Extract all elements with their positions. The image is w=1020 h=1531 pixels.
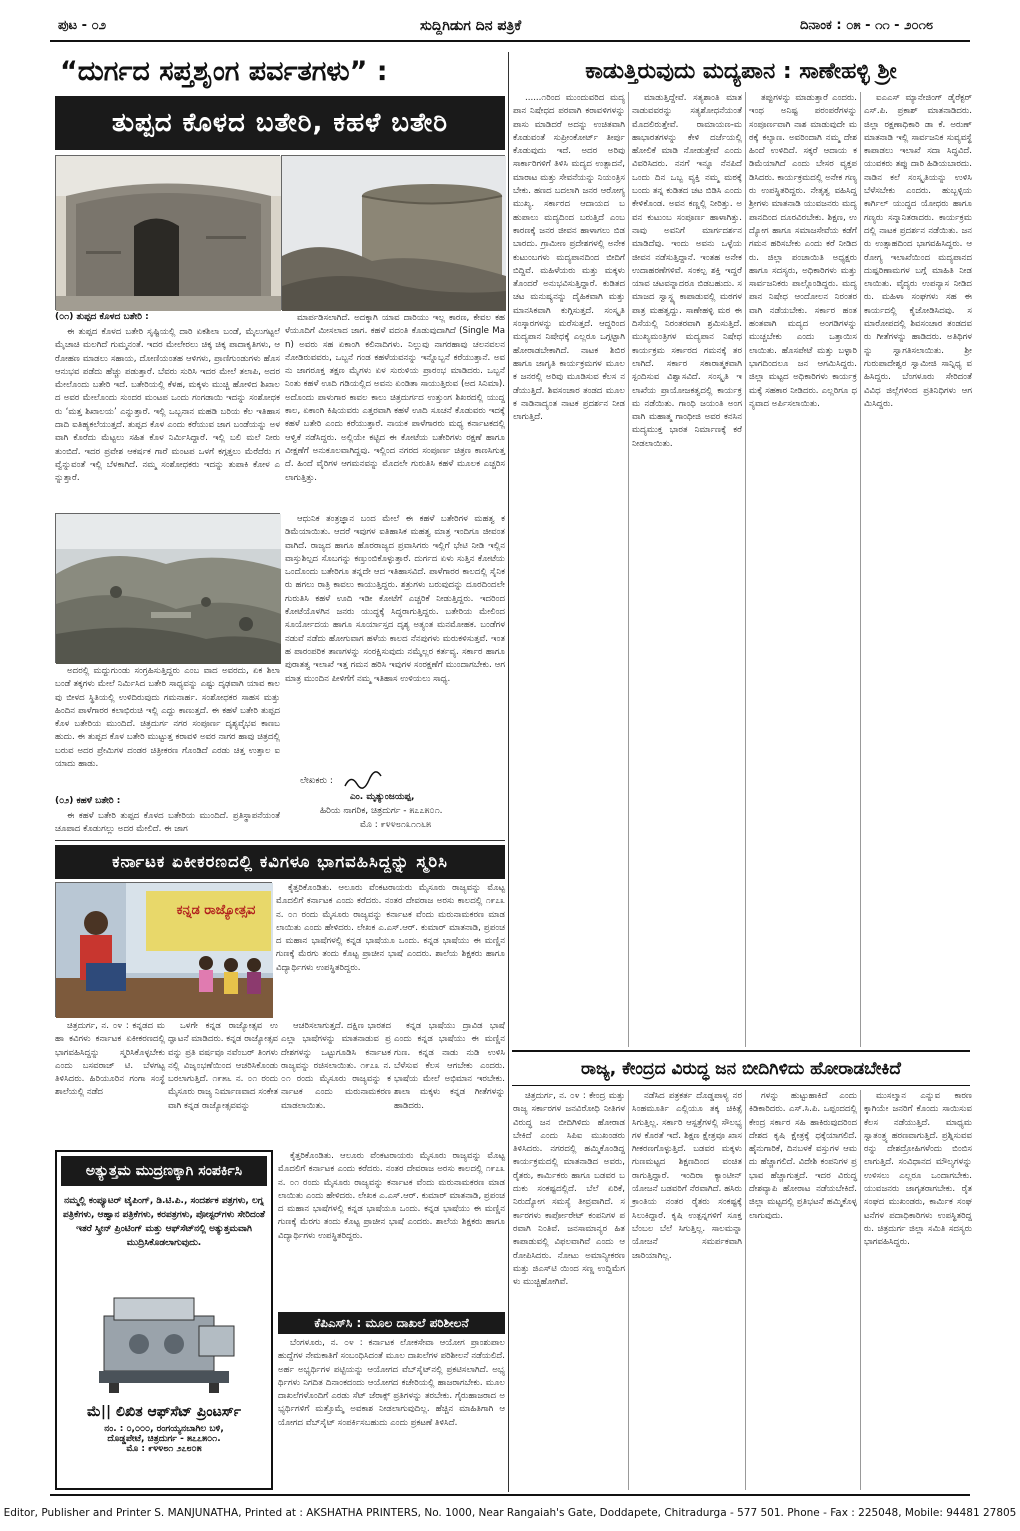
story4-column-1: [513, 1090, 625, 1490]
offset-printer-icon: [79, 1286, 249, 1396]
story1-column-b: [285, 312, 505, 512]
rocky-landscape-image: [56, 514, 281, 664]
story2-column-3: [749, 92, 857, 1047]
story1-column-c: [55, 665, 280, 795]
story3-paragraph: ಕನ್ನಡ ಭಾಷೆಯು ದ್ರಾವಿಡ ಭಾಷೆ ಎಂದು ಕನ್ನಡ ಭಾಷೆಯು ಈ ಮಣ್ಣಿನ ಗುಣ. ಕನ್ನಡ ನಾಡು ನುಡಿ ಉಳಿಸಿ ಬೆಳೆಸುವ ಕೆಲಸ ಆಗಬೇಕು ಎಂದರು. ಭಾಷೆಯ ಮೇಲೆ ಅಭಿಮಾನ ಇರಬೇಕು. ಶಾಲಾ ಮಕ್ಕಳು ಕನ್ನಡ ಗೀತೆಗಳನ್ನು ಹಾಡಿದರು.: [394, 1021, 505, 1111]
printing-advertisement: [55, 1150, 273, 1490]
story3-paragraph: ಒಳಗೇ ಕನ್ನಡ ರಾಜ್ಯೋತ್ಸವ ಉದ್ಘಾಟನೆ ಮಾಡಿದರು. ಕನ್ನಡ ರಾಜ್ಯೋತ್ಸವವನ್ನು ಪ್ರತಿ ವರ್ಷವೂ ನವೆಂಬರ್ ತಿಂಗಳು ನಲ್ಲಿ ವಿಜೃಂಭಣೆಯಿಂದ ಆಚರಿಸಿಕೊಂಡು ಬರಲಾಗುತ್ತಿದೆ. ೧೯೫೬ ನ. ೦೧ ರಂದು ಮೈಸೂರು ರಾಜ್ಯ ನಿರ್ಮಾಣವಾದ ಸಂಕೇತವಾಗಿ ಕನ್ನಡ ರಾಜ್ಯೋತ್ಸವವನ್ನು: [168, 1021, 278, 1111]
story4-paragraph: ಚಿತ್ರದುರ್ಗ, ನ. ೦೪ : ಕೇಂದ್ರ ಮತ್ತು ರಾಜ್ಯ ಸರ್ಕಾರಗಳ ಜನವಿರೋಧಿ ನೀತಿಗಳ ವಿರುದ್ಧ ಜನ ಬೀದಿಗಿಳಿದು ಹೋರಾಡಬೇಕಿದೆ ಎಂದು ಸಿಪಿಐ ಮುಖಂಡರು ತಿಳಿಸಿದರು. ನಗರದಲ್ಲಿ ಹಮ್ಮಿಕೊಂಡಿದ್ದ ಕಾರ್ಯಕ್ರಮದಲ್ಲಿ ಮಾತನಾಡಿದ ಅವರು, ರೈತರು, ಕಾರ್ಮಿಕರು ಹಾಗೂ ಬಡವರ ಬದುಕು ಸಂಕಷ್ಟದಲ್ಲಿದೆ. ಬೆಲೆ ಏರಿಕೆ, ನಿರುದ್ಯೋಗ ಸಮಸ್ಯೆ ತೀವ್ರವಾಗಿದೆ. ಸರ್ಕಾರಗಳು ಕಾರ್ಪೋರೇಟ್ ಕಂಪನಿಗಳ ಪರವಾಗಿ ನಿಂತಿವೆ. ಜನಸಾಮಾನ್ಯರ ಹಿತ ಕಾಪಾಡುವಲ್ಲಿ ವಿಫಲವಾಗಿವೆ ಎಂದು ಆರೋಪಿಸಿದರು. ನೋಟು ಅಮಾನ್ಯೀಕರಣ ಮತ್ತು ಜಿಎಸ್‌ಟಿ ಯಿಂದ ಸಣ್ಣ ಉದ್ದಿಮೆಗಳು ಮುಚ್ಚಿಹೋಗಿವೆ.: [513, 1091, 625, 1288]
newspaper-name: ಸುದ್ದಿಗಿಡುಗ ದಿನ ಪತ್ರಿಕೆ: [420, 18, 522, 34]
story1-subhead: ತುಪ್ಪದ ಕೊಳದ ಬತೇರಿ, ಕಹಳೆ ಬತೇರಿ: [55, 96, 505, 150]
story1-paragraph: ಈ ಕಹಳೆ ಬತೇರಿ ತುಪ್ಪದ ಕೊಳದ ಬತೇರಿಯ ಮುಂದಿದೆ. ಪ್ರತಿಸ್ಥಾಪನೆಯಂತೆ ಚೂಪಾದ ಕೊಡುಗಲ್ಲು ಅದರ ಮೇಲಿದೆ. ಈ ಜಾಗ: [55, 811, 280, 835]
story1-column-a: [55, 326, 280, 512]
rajyotsava-event-photo: [55, 882, 272, 1017]
story1-paragraph: ಆಧುನಿಕ ತಂತ್ರಜ್ಞಾನ ಬಂದ ಮೇಲೆ ಈ ಕಹಳೆ ಬತೇರಿಗಳ ಮಹತ್ವ ಕಡಿಮೆಯಾಯಿತು. ಆದರೆ ಇವುಗಳ ಐತಿಹಾಸಿಕ ಮಹತ್ವ ಮಾತ್ರ ಇಂದಿಗೂ ಜೀವಂತವಾಗಿದೆ. ರಾಜ್ಯದ ಹಾಗೂ ಹೊರರಾಜ್ಯದ ಪ್ರವಾಸಿಗರು ಇಲ್ಲಿಗೆ ಭೇಟಿ ನೀಡಿ ಇಲ್ಲಿನ ವಾಸ್ತುಶಿಲ್ಪದ ಸೊಬಗನ್ನು ಕಣ್ತುಂಬಿಕೊಳ್ಳುತ್ತಾರೆ. ದುರ್ಗದ ಏಳು ಸುತ್ತಿನ ಕೋಟೆಯ ಒಂದೊಂದು ಬತೇರಿಗೂ ತನ್ನದೇ ಆದ ಇತಿಹಾಸವಿದೆ. ಪಾಳೆಗಾರರ ಕಾಲದಲ್ಲಿ ಸೈನಿಕರು ಹಗಲು ರಾತ್ರಿ ಕಾವಲು ಕಾಯುತ್ತಿದ್ದರು. ಶತ್ರುಗಳು ಬರುವುದನ್ನು ದೂರದಿಂದಲೇ ಗುರುತಿಸಿ ಕಹಳೆ ಊದಿ ಇಡೀ ಕೋಟೆಗೆ ಎಚ್ಚರಿಕೆ ನೀಡುತ್ತಿದ್ದರು. ಇದರಿಂದ ಕೋಟೆಯೊಳಗಿನ ಜನರು ಯುದ್ಧಕ್ಕೆ ಸಿದ್ಧರಾಗುತ್ತಿದ್ದರು. ಬತೇರಿಯ ಮೇಲಿಂದ ಸೂರ್ಯೋದಯ ಹಾಗೂ ಸೂರ್ಯಾಸ್ತದ ದೃಶ್ಯ ಅತ್ಯಂತ ಮನಮೋಹಕ. ಬಂಡೆಗಳ ನಡುವೆ ನಡೆದು ಹೋಗುವಾಗ ಹಳೆಯ ಕಾಲದ ನೆನಪುಗಳು ಮರುಕಳಿಸುತ್ತವೆ. ಇಂತಹ ಪಾರಂಪರಿಕ ತಾಣಗಳನ್ನು ಸಂರಕ್ಷಿಸುವುದು ನಮ್ಮೆಲ್ಲರ ಕರ್ತವ್ಯ. ಸರ್ಕಾರ ಹಾಗೂ ಪುರಾತತ್ವ ಇಲಾಖೆ ಇತ್ತ ಗಮನ ಹರಿಸಿ ಇವುಗಳ ಸಂರಕ್ಷಣೆಗೆ ಮುಂದಾಗಬೇಕು. ಆಗ ಮಾತ್ರ ಮುಂದಿನ ಪೀಳಿಗೆಗೆ ನಮ್ಮ ಇತಿಹಾಸ ಉಳಿಯಲು ಸಾಧ್ಯ.: [285, 514, 505, 684]
story3-column-3: [281, 1020, 391, 1150]
ad-body: ನಮ್ಮಲ್ಲಿ ಕಂಪ್ಯೂಟರ್ ಟೈಪಿಂಗ್, ಡಿ.ಟಿ.ಪಿ., ಸಂದರ್ಶಕ ಪತ್ರಗಳು, ಲಗ್ನ ಪತ್ರಿಕೆಗಳು, ಆಹ್ವಾನ ಪತ್ರಿಕೆಗಳು, ಕರಪತ್ರಗಳು, ಪೋಸ್ಟರ್‌ಗಳು ಸೇರಿದಂತೆ ಇತರೆ ಸ್ಕ್ರೀನ್ ಪ್ರಿಂಟಿಂಗ್ ಮತ್ತು ಆಫ್‌ಸೆಟ್‌ನಲ್ಲಿ ಅತ್ಯುತ್ತಮವಾಗಿ ಮುದ್ರಿಸಿಕೊಡಲಾಗುವುದು.: [63, 1196, 265, 1248]
story2-paragraph: ಐಎಎಸ್ ಮ್ಯಾನೇಜಿಂಗ್ ಡೈರೆಕ್ಟರ್ ಎಸ್.ಪಿ. ಪ್ರಕಾಶ್ ಮಾತನಾಡಿದರು. ಜಿಲ್ಲಾ ರಕ್ಷಣಾಧಿಕಾರಿ ಡಾ ಕೆ. ಅರುಣ್ ಮಾತನಾಡಿ ಇಲ್ಲಿ ಸಾರ್ವಜನಿಕ ಸುವ್ಯವಸ್ಥೆ ಕಾಪಾಡಲು ಇಲಾಖೆ ಸದಾ ಸಿದ್ಧವಿದೆ. ಯುವಕರು ತಪ್ಪು ದಾರಿ ಹಿಡಿಯಬಾರದು. ನಾಡಿನ ಕಲೆ ಸಂಸ್ಕೃತಿಯನ್ನು ಉಳಿಸಿ ಬೆಳೆಸಬೇಕು ಎಂದರು. ಹುಬ್ಬಳ್ಳಿಯ ಕಾರ್ಗಿಲ್ ಯುದ್ಧದ ಯೋಧರು ಹಾಗೂ ಗಣ್ಯರು ಸನ್ಮಾನಿತರಾದರು. ಕಾರ್ಯಕ್ರಮದಲ್ಲಿ ನಾಟಕ ಪ್ರದರ್ಶನ ನಡೆಯಿತು. ಜನರು ಉತ್ಸಾಹದಿಂದ ಭಾಗವಹಿಸಿದ್ದರು. ಆರೋಗ್ಯ ಇಲಾಖೆಯಿಂದ ಮದ್ಯಪಾನದ ದುಷ್ಪರಿಣಾಮಗಳ ಬಗ್ಗೆ ಮಾಹಿತಿ ನೀಡಲಾಯಿತು. ವೈದ್ಯರು ಉಪನ್ಯಾಸ ನೀಡಿದರು. ಮಹಿಳಾ ಸಂಘಗಳು ಸಹ ಈ ಕಾರ್ಯದಲ್ಲಿ ಕೈಜೋಡಿಸಿದವು. ಸಮಾರೋಪದಲ್ಲಿ ಶಿವಸಂಚಾರ ತಂಡದವರು ಗೀತೆಗಳನ್ನು ಹಾಡಿದರು. ಅತಿಥಿಗಳನ್ನು ಸ್ವಾಗತಿಸಲಾಯಿತು. ಶ್ರೀ ಗುರುಪಾದೇಶ್ವರ ಸ್ವಾಮೀಜಿ ಸಾನ್ನಿಧ್ಯ ವಹಿಸಿದ್ದರು. ಬೆಂಗಳೂರು ಸೇರಿದಂತೆ ವಿವಿಧ ಜಿಲ್ಲೆಗಳಿಂದ ಪ್ರತಿನಿಧಿಗಳು ಆಗಮಿಸಿದ್ದರು.: [864, 93, 972, 409]
story5-body: [278, 1337, 505, 1489]
ad-title: ಅತ್ಯುತ್ತಮ ಮುದ್ರಣಕ್ಕಾಗಿ ಸಂಪರ್ಕಿಸಿ: [61, 1156, 267, 1186]
story3-column-1: [55, 1020, 165, 1150]
column-rule: [745, 92, 746, 1047]
story1-headline: “ದುರ್ಗದ ಸಪ್ತಶೃಂಗ ಪರ್ವತಗಳು” :: [60, 56, 388, 87]
round-bastion-photo: [281, 155, 505, 310]
author-block: [300, 772, 505, 838]
story2-paragraph: ಮಾಡುತ್ತಿದ್ದೇವೆ. ಸತ್ಯಶಾಂತಿ ಮಾತ ನಾಡುವವರನ್ನು ಸತ್ಯಶೋಧನೆಯಂತೆ ಮೊದಲಿರುತ್ತೇವೆ. ರಾಮಾಯಣ-ಮಹಾಭಾರತಗಳನ್ನು ಕೇಳಿ ದರ್ಜೆಯಲ್ಲಿ ಹೋಲಿಕೆ ಮಾಡಿ ನೋಡುತ್ತೇವೆ ಎಂದು ವಿವರಿಸಿದರು. ನನಗೆ ಇನ್ನೂ ನೆನಪಿದೆ ಒಂದು ದಿನ ಒಬ್ಬ ವ್ಯಕ್ತಿ ನಮ್ಮ ಮಠಕ್ಕೆ ಬಂದು ತನ್ನ ಕುಡಿತದ ಚಟ ಬಿಡಿಸಿ ಎಂದು ಕೇಳಿಕೊಂಡ. ಅವನ ಕಣ್ಣಲ್ಲಿ ನೀರಿತ್ತು. ಅವನ ಕುಟುಂಬ ಸಂಪೂರ್ಣ ಹಾಳಾಗಿತ್ತು. ನಾವು ಅವನಿಗೆ ಮಾರ್ಗದರ್ಶನ ಮಾಡಿದೆವು. ಇಂದು ಅವನು ಒಳ್ಳೆಯ ಜೀವನ ನಡೆಸುತ್ತಿದ್ದಾನೆ. ಇಂತಹ ಅನೇಕ ಉದಾಹರಣೆಗಳಿವೆ. ಸಂಕಲ್ಪ ಶಕ್ತಿ ಇದ್ದರೆ ಯಾವ ಚಟವನ್ನಾದರೂ ಬಿಡಬಹುದು. ಸಮಾಜದ ಸ್ವಾಸ್ಥ್ಯ ಕಾಪಾಡುವಲ್ಲಿ ಮಠಗಳ ಪಾತ್ರ ಮಹತ್ವದ್ದು. ಸಾಣೇಹಳ್ಳಿ ಮಠ ಈ ದಿಸೆಯಲ್ಲಿ ನಿರಂತರವಾಗಿ ಶ್ರಮಿಸುತ್ತಿದೆ. ಮುಖ್ಯಮಂತ್ರಿಗಳ ಮದ್ಯಪಾನ ನಿಷೇಧ ಕಾರ್ಯಕ್ರಮ ಸರ್ಕಾರದ ಗಮನಕ್ಕೆ ತರಲಾಗಿದೆ. ಸರ್ಕಾರ ಸಕಾರಾತ್ಮಕವಾಗಿ ಸ್ಪಂದಿಸುವ ವಿಶ್ವಾಸವಿದೆ. ಸಂಸ್ಕೃತಿ ಇಲಾಖೆಯ ಪ್ರಾಯೋಜಕತ್ವದಲ್ಲಿ ಕಾರ್ಯಕ್ರಮ ನಡೆಯಿತು. ಗಾಂಧಿ ಜಯಂತಿ ಅಂಗವಾಗಿ ಮಹಾತ್ಮ ಗಾಂಧೀಜಿ ಅವರ ಕನಸಿನ ಮದ್ಯಮುಕ್ತ ಭಾರತ ನಿರ್ಮಾಣಕ್ಕೆ ಕರೆ ನೀಡಲಾಯಿತು.: [632, 93, 742, 449]
story3-paragraph: ಆಚರಿಸಲಾಗುತ್ತದೆ. ದಕ್ಷಿಣ ಭಾರತದ ಎಲ್ಲಾ ಭಾಷೆಗಳನ್ನು ಮಾತನಾಡುವ ಪ್ರದೇಶಗಳನ್ನು ಒಟ್ಟುಗೂಡಿಸಿ ಕರ್ನಾಟಕ ರಾಜ್ಯವನ್ನು ರಚಿಸಲಾಯಿತು. ೧೯೭೩ ನ. ೦೧ ರಂದು ಮೈಸೂರು ರಾಜ್ಯವನ್ನು ಕರ್ನಾಟಕ ಎಂದು ಮರುನಾಮಕರಣ ಮಾಡಲಾಯಿತು.: [281, 1021, 391, 1111]
story3-headline: ಕರ್ನಾಟಕ ಏಕೀಕರಣದಲ್ಲಿ ಕವಿಗಳೂ ಭಾಗವಹಿಸಿದ್ದನ್ನು ಸ್ಮರಿಸಿ: [55, 845, 505, 879]
story2-column-2: [632, 92, 742, 1047]
signature-icon: [343, 772, 383, 790]
author-name: ಎಂ. ಮೃತ್ಯುಂಜಯಪ್ಪ,: [350, 792, 415, 802]
story3-paragraph: ಕೈತ್ತರಿಕೊಂಡಿತು. ಆಲೂರು ವೆಂಕಟರಾಯರು ಮೈಸೂರು ರಾಜ್ಯವನ್ನು ಮೊಟ್ಟ ಮೊದಲಿಗೆ ಕರ್ನಾಟಕ ಎಂದು ಕರೆದರು. ನಂತರ ದೇವರಾಜ ಅರಸು ಕಾಲದಲ್ಲಿ ೧೯೭೩ ನ. ೦೧ ರಂದು ಮೈಸೂರು ರಾಜ್ಯವನ್ನು ಕರ್ನಾಟಕ ವೆಂದು ಮರುನಾಮಕರಣ ಮಾಡಲಾಯಿತು ಎಂದು ಹೇಳಿದರು. ಲೇಖಕ ಎ.ಎಸ್.ಆರ್. ಕುಮಾರ್ ಮಾತನಾಡಿ, ಪ್ರಪಂಚದ ಮಹಾನ ಭಾಷೆಗಳಲ್ಲಿ ಕನ್ನಡ ಭಾಷೆಯೂ ಒಂದು. ಕನ್ನಡ ಭಾಷೆಯು ಈ ಮಣ್ಣಿನ ಗುಣಕ್ಕೆ ಮೆರಗು ತಂದು ಕೊಟ್ಟ ಪ್ರಾಚೀನ ಭಾಷೆ ಎಂದರು. ಶಾಲೆಯ ಶಿಕ್ಷಕರು ಹಾಗೂ ವಿದ್ಯಾರ್ಥಿಗಳು ಉಪಸ್ಥಿತರಿದ್ದರು.: [276, 883, 505, 973]
story1-paragraph: ಈ ತುಪ್ಪದ ಕೊಳದ ಬತೇರಿ ಸೃಷ್ಟಿಯಲ್ಲಿ ದಾರಿ ಏಕಶಿಲಾ ಬಂಡೆ, ಮೈಲುಗಟ್ಟಲೆ ಮೈಚಾಚಿ ಮಲಗಿದೆ ಗುಮ್ಮನಂತೆ. ಇದರ ಮೇಲೇರಲು ಚಿಕ್ಕ ಚಿಕ್ಕ ಪಾದಾಕೃತಿಗಳು, ಆರೋಹಣ ಮಾಡಲು ಸಹಾಯ, ದೋಣಿಯಂತಹ ಆಳಿಗಳು, ಪ್ರಾಣಿಗುಂಡುಗಳು ಹೊಸ ಆನುಭವ ಪಡೆದು ಹೆಚ್ಚು ಪಡುತ್ತಾರೆ. ಬೆವರು ಸುರಿಸಿ ಇದರ ಮೇಲೆ ತಲಾಪಿ, ಅದರ ಮೇಲೊಂದು ಬತೇರಿ ಇದೆ. ಬತೇರಿಯಲ್ಲಿ ಕೆಳಹ, ಮಕ್ಕಳು ಮುಚ್ಚಿ ಹೋಳಿದ ಶಿಖಾಲದ ಅವರ ಮೇಲೊಂದು ಸುಂದರ ಮಂಟಪ ಒಂದು ಗಂಗಡಾಯಿ ಇದನ್ನು ಸಂಶೋಧಕರು ‘ಮತ್ತ ಶಿಖಾಲಯ’ ಎನ್ನುತ್ತಾರೆ. ಇಲ್ಲಿ ಒಬ್ಬನಾನ ಮಹಡಿ ಬರಿಯ ಕೆಲ ಇತಿಹಾಸ ದಾದಿ ಐತಿಹ್ಯಕಲೆಯುತ್ತದೆ. ತುಪ್ಪದ ಕೊಳ ಎಂದು ಕರೆಯುವ ಜಾಗ ಬಂಡೆಯನ್ನು ಅಳವಾಗಿ ಕೊರೆದು ಮೆಟ್ಟಲು ಸಹಿತ ಕೊಳ ನಿರ್ಮಿಸಿದ್ದಾರೆ. ಇಲ್ಲಿ ಬಲಿ ಮಲೆ ನೀರು ತುಂಬಿದೆ. ಇದರ ಪ್ರವೇಶ ಆಕರ್ಷಕ ಗಾರೆ ಮಂಟಪ ಒಳಗೆ ಕಗ್ಗತ್ತಲು ಮೆರೆದೆರು ಗವ್ವೆನ್ನುವಂತೆ ಇಲ್ಲಿ ಬೆಳಕಾಗಿದೆ. ನಮ್ಮ ಸಂಶೋಧಕರು ಇದನ್ನು ತುಪಾಕಿ ಕೋಳ ಎನ್ನುತ್ತಾರೆ.: [55, 327, 280, 484]
photo2-caption: (೦೨) ಕಹಳೆ ಬತೇರಿ :: [55, 796, 121, 806]
story1-column-c2: [55, 810, 280, 838]
author-phone: ಮೊ : ೯೪೪೮೧೩೧೧೬೫: [360, 820, 432, 830]
story4-column-2: [632, 1090, 742, 1490]
story2-headline: ಕಾಡುತ್ತಿರುವುದು ಮದ್ಯಪಾನ : ಸಾಣೇಹಳ್ಳಿ ಶ್ರೀ: [585, 59, 897, 84]
section-divider: [55, 840, 505, 841]
story3-paragraph: ಚಿತ್ರದುರ್ಗ, ನ. ೦೪ : ಕನ್ನಡದ ಮಹಾ ಕವಿಗಳು ಕರ್ನಾಟಕ ಏಕೀಕರಣದಲ್ಲಿ ಭಾಗವಹಿಸಿದ್ದನ್ನು ಸ್ಮರಿಸಿಕೊಳ್ಳಬೇಕು ಎಂದು ಬಸವರಾಜ್ ಟಿ. ಬೆಳಗಟ್ಟ ತಿಳಿಸಿದರು. ಹಿರಿಯೂರಿನ ಗಂಗಾ ಸಂಸ್ಥೆ ಶಾಲೆಯಲ್ಲಿ ನಡೆದ: [55, 1021, 165, 1098]
page-number: ಪುಟ - ೦೨: [58, 18, 107, 33]
story3-column-4: [394, 1020, 505, 1150]
story4-column-4: [864, 1090, 972, 1490]
story5-headline: ಕೆಪಿಎಸ್‌ಸಿ : ಮೂಲ ದಾಖಲೆ ಪರಿಶೀಲನೆ: [278, 1312, 505, 1334]
story3-paragraph: ಕೈತ್ತರಿಕೊಂಡಿತು. ಆಲೂರು ವೆಂಕಟರಾಯರು ಮೈಸೂರು ರಾಜ್ಯವನ್ನು ಮೊಟ್ಟ ಮೊದಲಿಗೆ ಕರ್ನಾಟಕ ಎಂದು ಕರೆದರು. ನಂತರ ದೇವರಾಜ ಅರಸು ಕಾಲದಲ್ಲಿ ೧೯೭೩ ನ. ೦೧ ರಂದು ಮೈಸೂರು ರಾಜ್ಯವನ್ನು ಕರ್ನಾಟಕ ವೆಂದು ಮರುನಾಮಕರಣ ಮಾಡಲಾಯಿತು ಎಂದು ಹೇಳಿದರು. ಲೇಖಕ ಎ.ಎಸ್.ಆರ್. ಕುಮಾರ್ ಮಾತನಾಡಿ, ಪ್ರಪಂಚದ ಮಹಾನ ಭಾಷೆಗಳಲ್ಲಿ ಕನ್ನಡ ಭಾಷೆಯೂ ಒಂದು. ಕನ್ನಡ ಭಾಷೆಯು ಈ ಮಣ್ಣಿನ ಗುಣಕ್ಕೆ ಮೆರಗು ತಂದು ಕೊಟ್ಟ ಪ್ರಾಚೀನ ಭಾಷೆ ಎಂದರು. ಶಾಲೆಯ ಶಿಕ್ಷಕರು ಹಾಗೂ ವಿದ್ಯಾರ್ಥಿಗಳು ಉಪಸ್ಥಿತರಿದ್ದರು.: [278, 1151, 505, 1241]
issue-date: ದಿನಾಂಕ : ೦೫ - ೧೧ - ೨೦೧೮: [800, 18, 934, 33]
story4-paragraph: ಗಳನ್ನು ಹುಟ್ಟುಹಾಕಿದೆ ಎಂದು ಕಿಡಿಕಾರಿದರು. ಎಸ್.ಸಿ.ಪಿ. ಒಪ್ಪಂದದಲ್ಲಿ ಕೇಂದ್ರ ಸರ್ಕಾರ ಸಹಿ ಹಾಕಿರುವುದರಿಂದ ದೇಶದ ಕೃಷಿ ಕ್ಷೇತ್ರಕ್ಕೆ ಧಕ್ಕೆಯಾಗಲಿದೆ. ಹೈನುಗಾರಿಕೆ, ದಿನಬಳಕೆ ವಸ್ತುಗಳ ಆಮದು ಹೆಚ್ಚಾಗಲಿದೆ. ವಿದೇಶಿ ಕಂಪನಿಗಳ ಪ್ರಭಾವ ಹೆಚ್ಚಾಗುತ್ತದೆ. ಇದರ ವಿರುದ್ಧ ದೇಶವ್ಯಾಪಿ ಹೋರಾಟ ನಡೆಯಬೇಕಿದೆ. ಜಿಲ್ಲಾ ಮಟ್ಟದಲ್ಲಿ ಪ್ರತಿಭಟನೆ ಹಮ್ಮಿಕೊಳ್ಳಲಾಗುವುದು.: [749, 1091, 857, 1221]
story1-paragraph: ಮಾರ್ಪಡಿಸಲಾಗಿದೆ. ಅದಕ್ಕಾಗಿ ಯಾವ ದಾರಿಯು ಇಲ್ಲ ಕಾರಣ, ಕೇವಲ ಕಹಳೆಯೂದಿಗೆ ಮೀಸಲಾದ ಜಾಗ. ಕಹಳೆ ವದಂತಿ ಕೊಡುವುದಾಗಿದೆ (Single Man) ಅವರು ಸಹ ಏಕಾಂಗಿ ಕಲಿನಾದಿಗಳು. ನಿಲ್ಲುವು ನಾಗರಹಾವು ಚಲನವಲನ ನೋಡಿರುವವರು, ಒಬ್ಬನೆ ಗಂಡ ಕಹಳೆಯವನನ್ನು ಇನ್ನೊಬ್ಬನೆ ಕರೆಯುತ್ತಾನೆ. ಅವನು ಜಾಗರೂಕ್ತ ತಕ್ಷಣ ಮೈಗಳು ಏಳ ಸುರುಳಿಯ ಪ್ರಾರಂಭ ಮಾಡಿದರು. ಒಬ್ಬನೆ ನಿಂತು ಕಹಳೆ ಊದಿ ಗಡಿಯಲ್ಲಿದ ಅವನು ಏಂಡಿತಾ ಸಾಯುತ್ತಿರುವ (ಅದ ಸಿನಿಮಾ). ಅದೊಂದು ಪಾಳುಗಾರ ಕಾವಲ ಕಾಲು ಚಿತ್ರದುರ್ಗದ ಉತ್ತುಂಗ ಶಿಖರದಲ್ಲಿ ಯುದ್ದಕಾಲ, ಏಕಾಂಗಿ ಕಿಷಿಯವರು ಎತ್ತರವಾಗಿ ಕಹಳೆ ಊದಿ ಸೂಚನೆ ಕೊಡುವರು ಇದಕ್ಕೆ ಕಹಳೆ ಬತೇರಿ ಎಂದು ಕರೆಯುತ್ತಾರೆ. ನಾಯಕ ಪಾಳೆಗಾರರು ಮಧ್ಯ ಕರ್ನಾಟಕದಲ್ಲಿ ಆಳ್ವಿಕೆ ನಡೆಸಿದ್ದರು. ಅಲ್ಲಿಯೇ ಕಟ್ಟಿದ ಈ ಕೋಟೆಯ ಬತೇರಿಗಳು ರಕ್ಷಣೆ ಹಾಗೂ ವೀಕ್ಷಣೆಗೆ ಅನುಕೂಲವಾಗಿದ್ದವು. ಇಲ್ಲಿಂದ ನಗರದ ಸಂಪೂರ್ಣ ಚಿತ್ರಣ ಕಾಣಸಿಗುತ್ತದೆ. ಹಿಂದೆ ವೈರಿಗಳ ಆಗಮನವನ್ನು ಮೊದಲೇ ಗುರುತಿಸಿ ಕಹಳೆ ಮೂಲಕ ಎಚ್ಚರಿಸಲಾಗುತ್ತಿತ್ತು.: [285, 313, 505, 483]
event-banner-text: ಕನ್ನಡ ರಾಜ್ಯೋತ್ಸವ: [176, 903, 256, 918]
ad-address-line1: ನಂ. : ೦,೦೦೦, ರಂಗಯ್ಯನಬಾಗಿಲ ಬಳಿ,: [104, 1424, 224, 1434]
story4-paragraph: ಮುಸಲ್ಮಾನ ಎನ್ನುವ ಕಾರಣಕ್ಕಾಗಿಯೇ ಜನರಿಗೆ ಕೊಂದು ಸಾಯಿಸುವ ಕೆಲಸ ನಡೆಯುತ್ತಿದೆ. ಮಾಧ್ಯಮ ಸ್ವಾತಂತ್ರ್ಯ ಹರಣವಾಗುತ್ತಿದೆ. ಪ್ರಶ್ನಿಸುವವರನ್ನು ದೇಶದ್ರೋಹಿಗಳೆಂದು ಬಿಂಬಿಸಲಾಗುತ್ತಿದೆ. ಸಂವಿಧಾನದ ಮೌಲ್ಯಗಳನ್ನು ಉಳಿಸಲು ಎಲ್ಲರೂ ಒಂದಾಗಬೇಕು. ಯುವಜನರು ಜಾಗೃತರಾಗಬೇಕು. ರೈತ ಸಂಘದ ಮುಖಂಡರು, ಕಾರ್ಮಿಕ ಸಂಘಟನೆಗಳ ಪದಾಧಿಕಾರಿಗಳು ಉಪಸ್ಥಿತರಿದ್ದರು. ಚಿತ್ರದುರ್ಗ ಜಿಲ್ಲಾ ಸಮಿತಿ ಸದಸ್ಯರು ಭಾಗವಹಿಸಿದ್ದರು.: [864, 1091, 972, 1248]
story2-column-4: [864, 92, 972, 1047]
fort-tower-image: [56, 156, 281, 311]
author-label: ಲೇಖಕರು :: [300, 776, 333, 786]
story2-column-1: [513, 92, 625, 1047]
round-bastion-image: [282, 156, 506, 311]
rocky-landscape-photo: [55, 513, 280, 663]
column-rule: [628, 1090, 629, 1490]
story5-paragraph: ಬೆಂಗಳೂರು, ನ. ೦೪ : ಕರ್ನಾಟಕ ಲೋಕಸೇವಾ ಆಯೋಗ ಪ್ರಾಂಶುಪಾಲ ಹುದ್ದೆಗಳ ನೇಮಕಾತಿಗೆ ಸಂಬಂಧಿಸಿದಂತೆ ಮೂಲ ದಾಖಲೆಗಳ ಪರಿಶೀಲನೆ ನಡೆಯಲಿದೆ. ಅರ್ಹ ಅಭ್ಯರ್ಥಿಗಳ ಪಟ್ಟಿಯನ್ನು ಆಯೋಗದ ವೆಬ್‌ಸೈಟ್‌ನಲ್ಲಿ ಪ್ರಕಟಿಸಲಾಗಿದೆ. ಅಭ್ಯರ್ಥಿಗಳು ನಿಗದಿತ ದಿನಾಂಕದಂದು ಆಯೋಗದ ಕಚೇರಿಯಲ್ಲಿ ಹಾಜರಾಗಬೇಕು. ಮೂಲ ದಾಖಲೆಗಳೊಂದಿಗೆ ಎರಡು ಸೆಟ್ ಜೆರಾಕ್ಸ್ ಪ್ರತಿಗಳನ್ನು ತರಬೇಕು. ಗೈರುಹಾಜರಾದ ಅಭ್ಯರ್ಥಿಗಳಿಗೆ ಮತ್ತೊಮ್ಮೆ ಅವಕಾಶ ನೀಡಲಾಗುವುದಿಲ್ಲ. ಹೆಚ್ಚಿನ ಮಾಹಿತಿಗಾಗಿ ಆಯೋಗದ ವೆಬ್‌ಸೈಟ್ ಸಂಪರ್ಕಿಸಬಹುದು ಎಂದು ಪ್ರಕಟಣೆ ತಿಳಿಸಿದೆ.: [278, 1338, 505, 1428]
column-rule: [860, 1090, 861, 1490]
story3-column-2: [168, 1020, 278, 1150]
ad-phone: ಮೊ : ೯೪೪೮೧ ೨೭೮೦೫: [126, 1444, 202, 1454]
ad-shop-name: ಮೆ|| ಲಿಖಿತ ಆಫ್‌ಸೆಟ್ ಪ್ರಿಂಟರ್ಸ್: [87, 1404, 241, 1420]
column-rule: [628, 92, 629, 1047]
story3-continuation: [278, 1150, 505, 1310]
column-rule: [860, 92, 861, 1047]
ad-address-line2: ದೊಡ್ಡಪೇಟೆ, ಚಿತ್ರದುರ್ಗ - ೫೭೭೫೦೧.: [107, 1434, 221, 1444]
story4-column-3: [749, 1090, 857, 1490]
story2-paragraph: ತಪ್ಪುಗಳನ್ನು ಮಾಡುತ್ತಾರೆ ಎಂದರು. ಇಂಥ ಅನಿಷ್ಟ ಪರಂಪರೆಗಳನ್ನು ಸಂಪೂರ್ಣವಾಗಿ ನಾಶ ಮಾಡುವುದೇ ಮಠಕ್ಕೆ ಕಲ್ಯಾಣ. ಅವರಿಂದಾಗಿ ನಮ್ಮ ದೇಶ ಹಿಂದೆ ಉಳಿದಿದೆ. ಸಕ್ಕರೆ ಆದಾಯ ಕಡಿಮೆಯಾಗಿದೆ ಎಂದು ಬೇಸರ ವ್ಯಕ್ತಪಡಿಸಿದರು. ಕಾರ್ಯಕ್ರಮದಲ್ಲಿ ಅನೇಕ ಗಣ್ಯರು ಉಪಸ್ಥಿತರಿದ್ದರು. ನೇತೃತ್ವ ವಹಿಸಿದ್ದ ಶ್ರೀಗಳು ಮಾತನಾಡಿ ಯುವಜನರು ಮದ್ಯಪಾನದಿಂದ ದೂರವಿರಬೇಕು. ಶಿಕ್ಷಣ, ಉದ್ಯೋಗ ಹಾಗೂ ಸಮಾಜಸೇವೆಯ ಕಡೆಗೆ ಗಮನ ಹರಿಸಬೇಕು ಎಂದು ಕರೆ ನೀಡಿದರು. ಜಿಲ್ಲಾ ಪಂಚಾಯಿತಿ ಅಧ್ಯಕ್ಷರು ಹಾಗೂ ಸದಸ್ಯರು, ಅಧಿಕಾರಿಗಳು ಮತ್ತು ಸಾರ್ವಜನಿಕರು ಪಾಲ್ಗೊಂಡಿದ್ದರು. ಮದ್ಯಪಾನ ನಿಷೇಧ ಆಂದೋಲನ ನಿರಂತರವಾಗಿ ನಡೆಯಬೇಕು. ಸರ್ಕಾರ ಹಂತ ಹಂತವಾಗಿ ಮದ್ಯದ ಅಂಗಡಿಗಳನ್ನು ಮುಚ್ಚಬೇಕು ಎಂದು ಒತ್ತಾಯಿಸಲಾಯಿತು. ಹೊಸಪೇಟೆ ಮತ್ತು ಬಳ್ಳಾರಿ ಭಾಗದಿಂದಲೂ ಜನ ಆಗಮಿಸಿದ್ದರು. ಜಿಲ್ಲಾ ಮಟ್ಟದ ಅಧಿಕಾರಿಗಳು ಕಾರ್ಯಕ್ರಮಕ್ಕೆ ಸಹಕಾರ ನೀಡಿದರು. ಎಲ್ಲರಿಗೂ ಧನ್ಯವಾದ ಅರ್ಪಿಸಲಾಯಿತು.: [749, 93, 857, 409]
story3-column-5: [276, 882, 505, 1017]
column-rule: [745, 1090, 746, 1490]
imprint-footer: Editor, Publisher and Printer S. MANJUNATHA, Printed at : AKSHATHA PRINTERS, No. 1000, Near Rangaiah's Gate, Doddapete, Chitradurga - 577 501. Phone - Fax : 225048, Mobile: 94481 27805: [3, 1507, 1017, 1519]
story2-paragraph: ......೧ರಿಂದ ಮುಂದುವರಿದ ಮದ್ಯಪಾನ ನಿಷೇಧದ ಪರವಾಗಿ ಕರಾವಳಿಗಳನ್ನು ಪಾಸು ಮಾಡಿದರೆ ಅದನ್ನು ಉಚಿತವಾಗಿ ಕೊಡುವಂತೆ ಸುಪ್ರೀಂಕೋರ್ಟ್ ತೀರ್ಪು ಕೊಡುವುದು ಇದೆ. ಅದರ ಅರಿವು ಸಾರ್ಕಾರಿಗಳಿಗೆ ತಿಳಿಸಿ ಮದ್ಯದ ಉತ್ಪಾದನೆ, ಮಾರಾಟ ಮತ್ತು ಸೇವನೆಯನ್ನು ನಿಯಂತ್ರಿಸಬೇಕು. ಹಣದ ಬದಲಾಗಿ ಜನರ ಆರೋಗ್ಯ ಮುಖ್ಯ. ಸರ್ಕಾರದ ಆದಾಯದ ಬಹುಪಾಲು ಮದ್ಯದಿಂದ ಬರುತ್ತಿದೆ ಎಂಬ ಕಾರಣಕ್ಕೆ ಜನರ ಜೀವನ ಹಾಳಾಗಲು ಬಿಡಬಾರದು. ಗ್ರಾಮೀಣ ಪ್ರದೇಶಗಳಲ್ಲಿ ಅನೇಕ ಕುಟುಂಬಗಳು ಮದ್ಯಪಾನದಿಂದ ಬೀದಿಗೆ ಬಿದ್ದಿವೆ. ಮಹಿಳೆಯರು ಮತ್ತು ಮಕ್ಕಳು ತೊಂದರೆ ಅನುಭವಿಸುತ್ತಿದ್ದಾರೆ. ಕುಡಿತದ ಚಟ ಮನುಷ್ಯನನ್ನು ದೈಹಿಕವಾಗಿ ಮತ್ತು ಮಾನಸಿಕವಾಗಿ ಕುಗ್ಗಿಸುತ್ತದೆ. ಸಂಸ್ಕೃತಿ ಸಂಸ್ಕಾರಗಳನ್ನು ಮರೆಸುತ್ತದೆ. ಆದ್ದರಿಂದ ಮದ್ಯಪಾನ ನಿಷೇಧಕ್ಕೆ ಎಲ್ಲರೂ ಒಗ್ಗಟ್ಟಾಗಿ ಹೋರಾಡಬೇಕಾಗಿದೆ. ನಾಟಕ ಶಿಬಿರ ಹಾಗೂ ಜಾಗೃತಿ ಕಾರ್ಯಕ್ರಮಗಳ ಮೂಲಕ ಜನರಲ್ಲಿ ಅರಿವು ಮೂಡಿಸುವ ಕೆಲಸ ನಡೆಯುತ್ತಿದೆ. ಶಿವಸಂಚಾರ ತಂಡದ ಮೂಲಕ ನಾಡಿನಾದ್ಯಂತ ನಾಟಕ ಪ್ರದರ್ಶನ ನೀಡಲಾಗುತ್ತಿದೆ.: [513, 93, 625, 423]
story1-paragraph: ಅದರಲ್ಲಿ ಮದ್ದುಗುಂಡು ಸಂಗ್ರಹಿಸುತ್ತಿದ್ದರು ಎಂಬ ವಾದ ಅವರದು, ಏಕ ಶಿಲಾ ಬಂಡೆ ತಕ್ಕಗಳು ಮೇಲೆ ನಿರ್ಮಿಸಿದ ಬತೇರಿ ಸಾಧ್ಯವನ್ನು ಎಷ್ಟು ದೃಢವಾಗಿ ಯಾವ ಕಾಲವು ಬೀಳದ ಸ್ಥಿತಿಯಲ್ಲಿ ಉಳಿದಿರುವುದು ಗಮನಾರ್ಹ. ಸಂಶೋಧಕರ ಸಾಹಸ ಮತ್ತು ಹಿಂದಿನ ಪಾಳೆಗಾರರ ಕಲಾಭಿರುಚಿ ಇಲ್ಲಿ ಎದ್ದು ಕಾಣುತ್ತದೆ. ಈ ಕಹಳೆ ಬತೇರಿ ತುಪ್ಪದ ಕೊಳ ಬತೇರಿಯ ಮುಂದಿದೆ. ಚಿತ್ರದುರ್ಗ ನಗರ ಸಂಪೂರ್ಣ ದೃಶ್ಯವೈಭವ ಕಾಣಬಹುದು. ಈ ತುಪ್ಪದ ಕೊಳ ಬತೇರಿ ಮುಟ್ಟುತ್ತ ಕರಾವಳಿ ಅವರ ನಾಗರ ಹಾವು ಚಿತ್ರದಲ್ಲಿ ಬರುವ ಅದರ ಪ್ರೇಮಿಗಳ ದಂಡರ ಚಿತ್ರೀಕರಣ ಗೊಂಡಿದೆ ಎರಡು ಚಿತ್ತ ಉತ್ತಾಲ ಐಯಾದು ಹಾಡು.: [55, 666, 280, 770]
story4-headline: ರಾಜ್ಯ, ಕೇಂದ್ರದ ವಿರುದ್ಧ ಜನ ಬೀದಿಗಿಳಿದು ಹೋರಾಡಬೇಕಿದೆ: [512, 1050, 970, 1086]
main-column-divider: [508, 52, 509, 1492]
fort-tower-photo: [55, 155, 280, 310]
photo1-caption: (೦೧) ತುಪ್ಪದ ಕೊಳದ ಬತೇರಿ :: [55, 312, 149, 322]
story1-column-d: [285, 513, 505, 684]
header-rule: [50, 40, 970, 42]
author-address: ಹಿರಿಯ ನಾಗರಿಕ, ಚಿತ್ರದುರ್ಗ - ೫೭೭೫೦೧.: [320, 806, 443, 816]
story4-paragraph: ನಡೆಸಿದ ಪತ್ರಕರ್ತ ದೊಡ್ಡಪಾಳ್ಯ ನರಸಿಂಹಮೂರ್ತಿ ಎಲ್ಲಿಯೂ ತಕ್ಕ ಚಿಕಿತ್ಸೆ ಸಿಗುತ್ತಿಲ್ಲ. ಸರ್ಕಾರಿ ಆಸ್ಪತ್ರೆಗಳಲ್ಲಿ ಸೌಲಭ್ಯಗಳ ಕೊರತೆ ಇದೆ. ಶಿಕ್ಷಣ ಕ್ಷೇತ್ರವೂ ಖಾಸಗೀಕರಣಗೊಳ್ಳುತ್ತಿದೆ. ಬಡವರ ಮಕ್ಕಳು ಗುಣಮಟ್ಟದ ಶಿಕ್ಷಣದಿಂದ ವಂಚಿತರಾಗುತ್ತಿದ್ದಾರೆ. ಇಂದಿರಾ ಕ್ಯಾಂಟೀನ್ ಯೋಜನೆ ಬಡವರಿಗೆ ನೆರವಾಗಿದೆ. ಹಸಿರು ಕ್ರಾಂತಿಯ ನಂತರ ರೈತರು ಸಂಕಷ್ಟಕ್ಕೆ ಸಿಲುಕಿದ್ದಾರೆ. ಕೃಷಿ ಉತ್ಪನ್ನಗಳಿಗೆ ಸೂಕ್ತ ಬೆಂಬಲ ಬೆಲೆ ಸಿಗುತ್ತಿಲ್ಲ. ಸಾಲಮನ್ನಾ ಯೋಜನೆ ಸಮರ್ಪಕವಾಗಿ ಜಾರಿಯಾಗಿಲ್ಲ.: [632, 1091, 742, 1261]
